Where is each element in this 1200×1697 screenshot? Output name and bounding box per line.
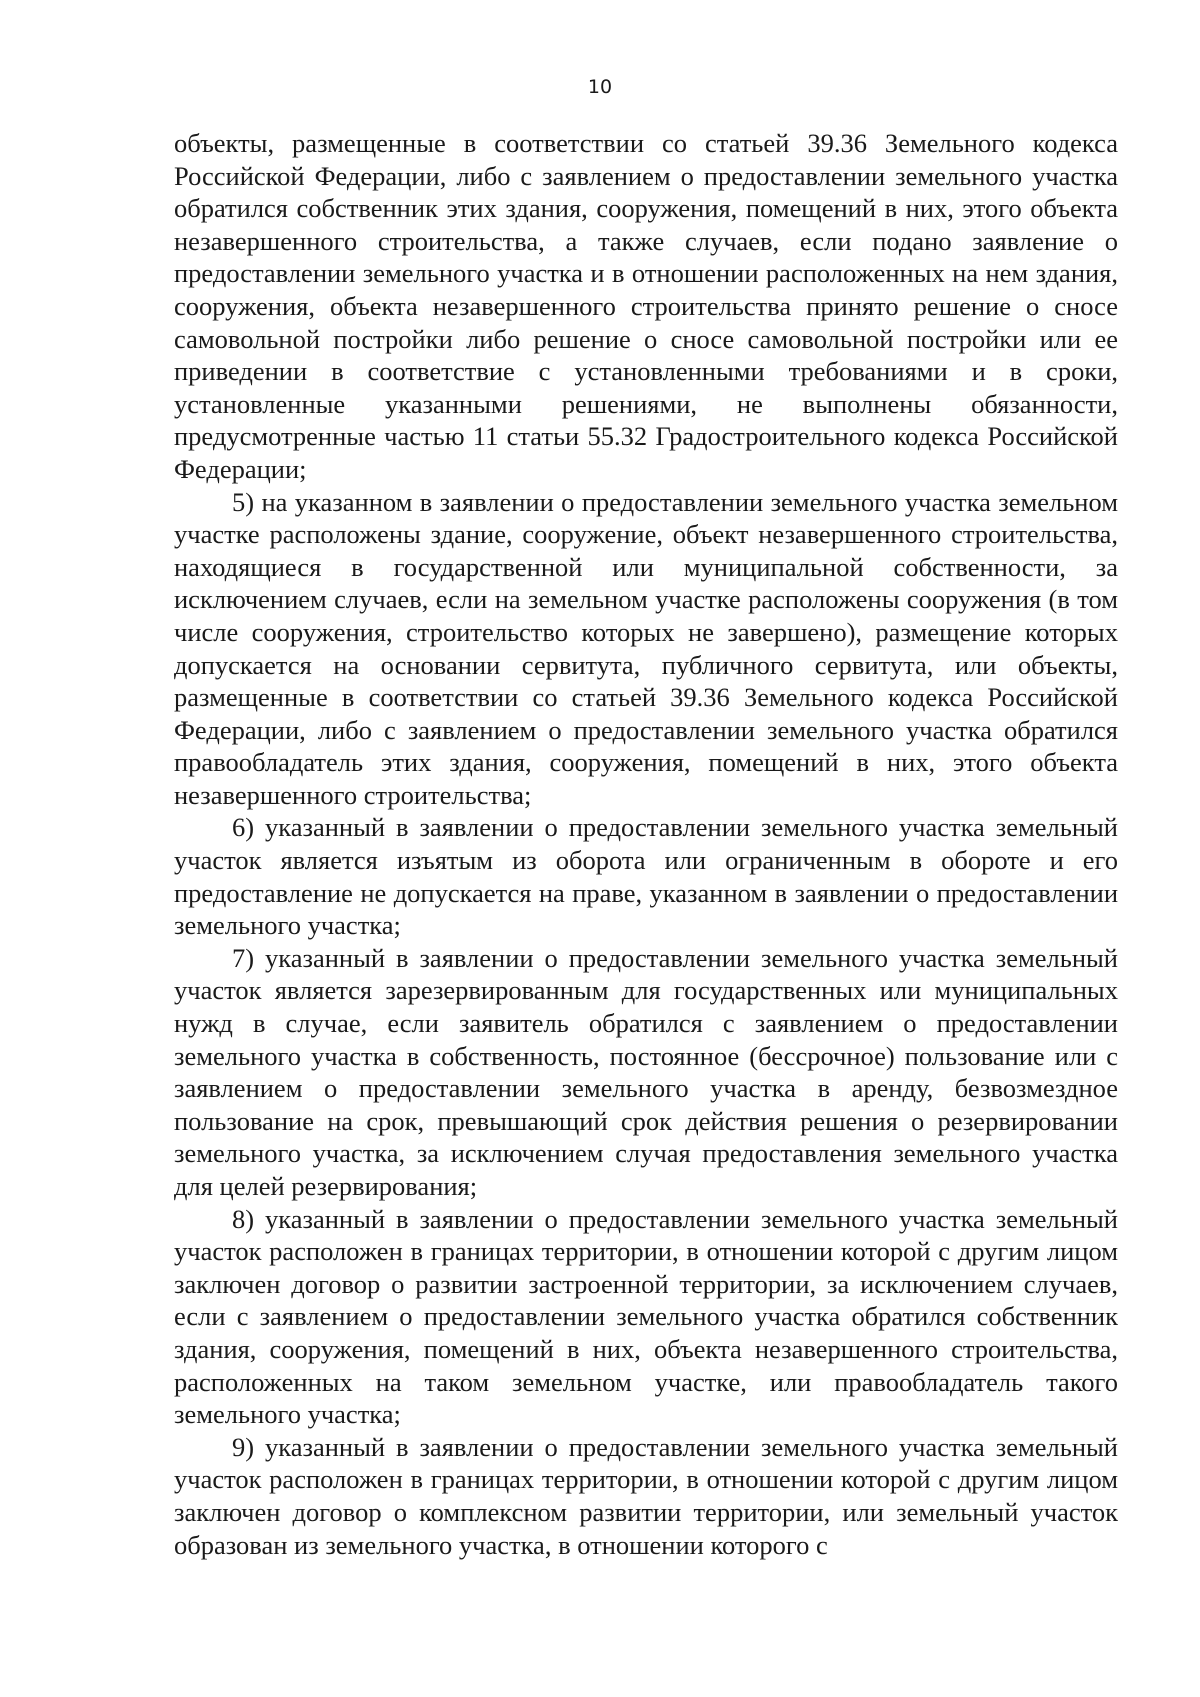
- paragraph-continuation: объекты, размещенные в соответствии со статьей 39.36 Земельного кодекса Российской Федерации, либо с заявлением о предоставлении земельного участка обратился собственник этих здания, сооружения, помещений в них, этого объекта незавершенного строительства, а также случаев, если подано заявление о предоставлении земельного участка и в отношении расположенных на нем здания, сооружения, объекта незавершенного строительства принято решение о сносе самовольной постройки либо решение о сносе самовольной постройки или ее приведении в соответствие с установленными требованиями и в сроки, установленные указанными решениями, не выполнены обязанности, предусмотренные частью 11 статьи 55.32 Градостроительного кодекса Российской Федерации;: [174, 128, 1118, 484]
- paragraph-item-9: 9) указанный в заявлении о предоставлении земельного участка земельный участок расположен в границах территории, в отношении которой с другим лицом заключен договор о комплексном развитии территории, или земельный участок образован из земельного участка, в отношении которого с: [174, 1431, 1118, 1560]
- page-number: 10: [587, 76, 613, 98]
- paragraph-item-7: 7) указанный в заявлении о предоставлении земельного участка земельный участок является зарезервированным для государственных или муниципальных нужд в случае, если заявитель обратился с заявлением о предоставлении земельного участка в собственность, постоянное (бессрочное) пользование или с заявлением о предоставлении земельного участка в аренду, безвозмездное пользование на срок, превышающий срок действия решения о резервировании земельного участка, за исключением случая предоставления земельного участка для целей резервирования;: [174, 942, 1118, 1201]
- document-body: [174, 127, 1118, 1561]
- paragraph-item-5: 5) на указанном в заявлении о предоставлении земельного участка земельном участке расположены здание, сооружение, объект незавершенного строительства, находящиеся в государственной или муниципальной собственности, за исключением случаев, если на земельном участке расположены сооружения (в том числе сооружения, строительство которых не завершено), размещение которых допускается на основании сервитута, публичного сервитута, или объекты, размещенные в соответствии со статьей 39.36 Земельного кодекса Российской Федерации, либо с заявлением о предоставлении земельного участка обратился правообладатель этих здания, сооружения, помещений в них, этого объекта незавершенного строительства;: [174, 486, 1118, 810]
- paragraph-item-8: 8) указанный в заявлении о предоставлении земельного участка земельный участок расположен в границах территории, в отношении которой с другим лицом заключен договор о развитии застроенной территории, за исключением случаев, если с заявлением о предоставлении земельного участка обратился собственник здания, сооружения, помещений в них, объекта незавершенного строительства, расположенных на таком земельном участке, или правообладатель такого земельного участка;: [174, 1203, 1118, 1430]
- paragraph-item-6: 6) указанный в заявлении о предоставлении земельного участка земельный участок является изъятым из оборота или ограниченным в обороте и его предоставление не допускается на праве, указанном в заявлении о предоставлении земельного участка;: [174, 812, 1118, 941]
